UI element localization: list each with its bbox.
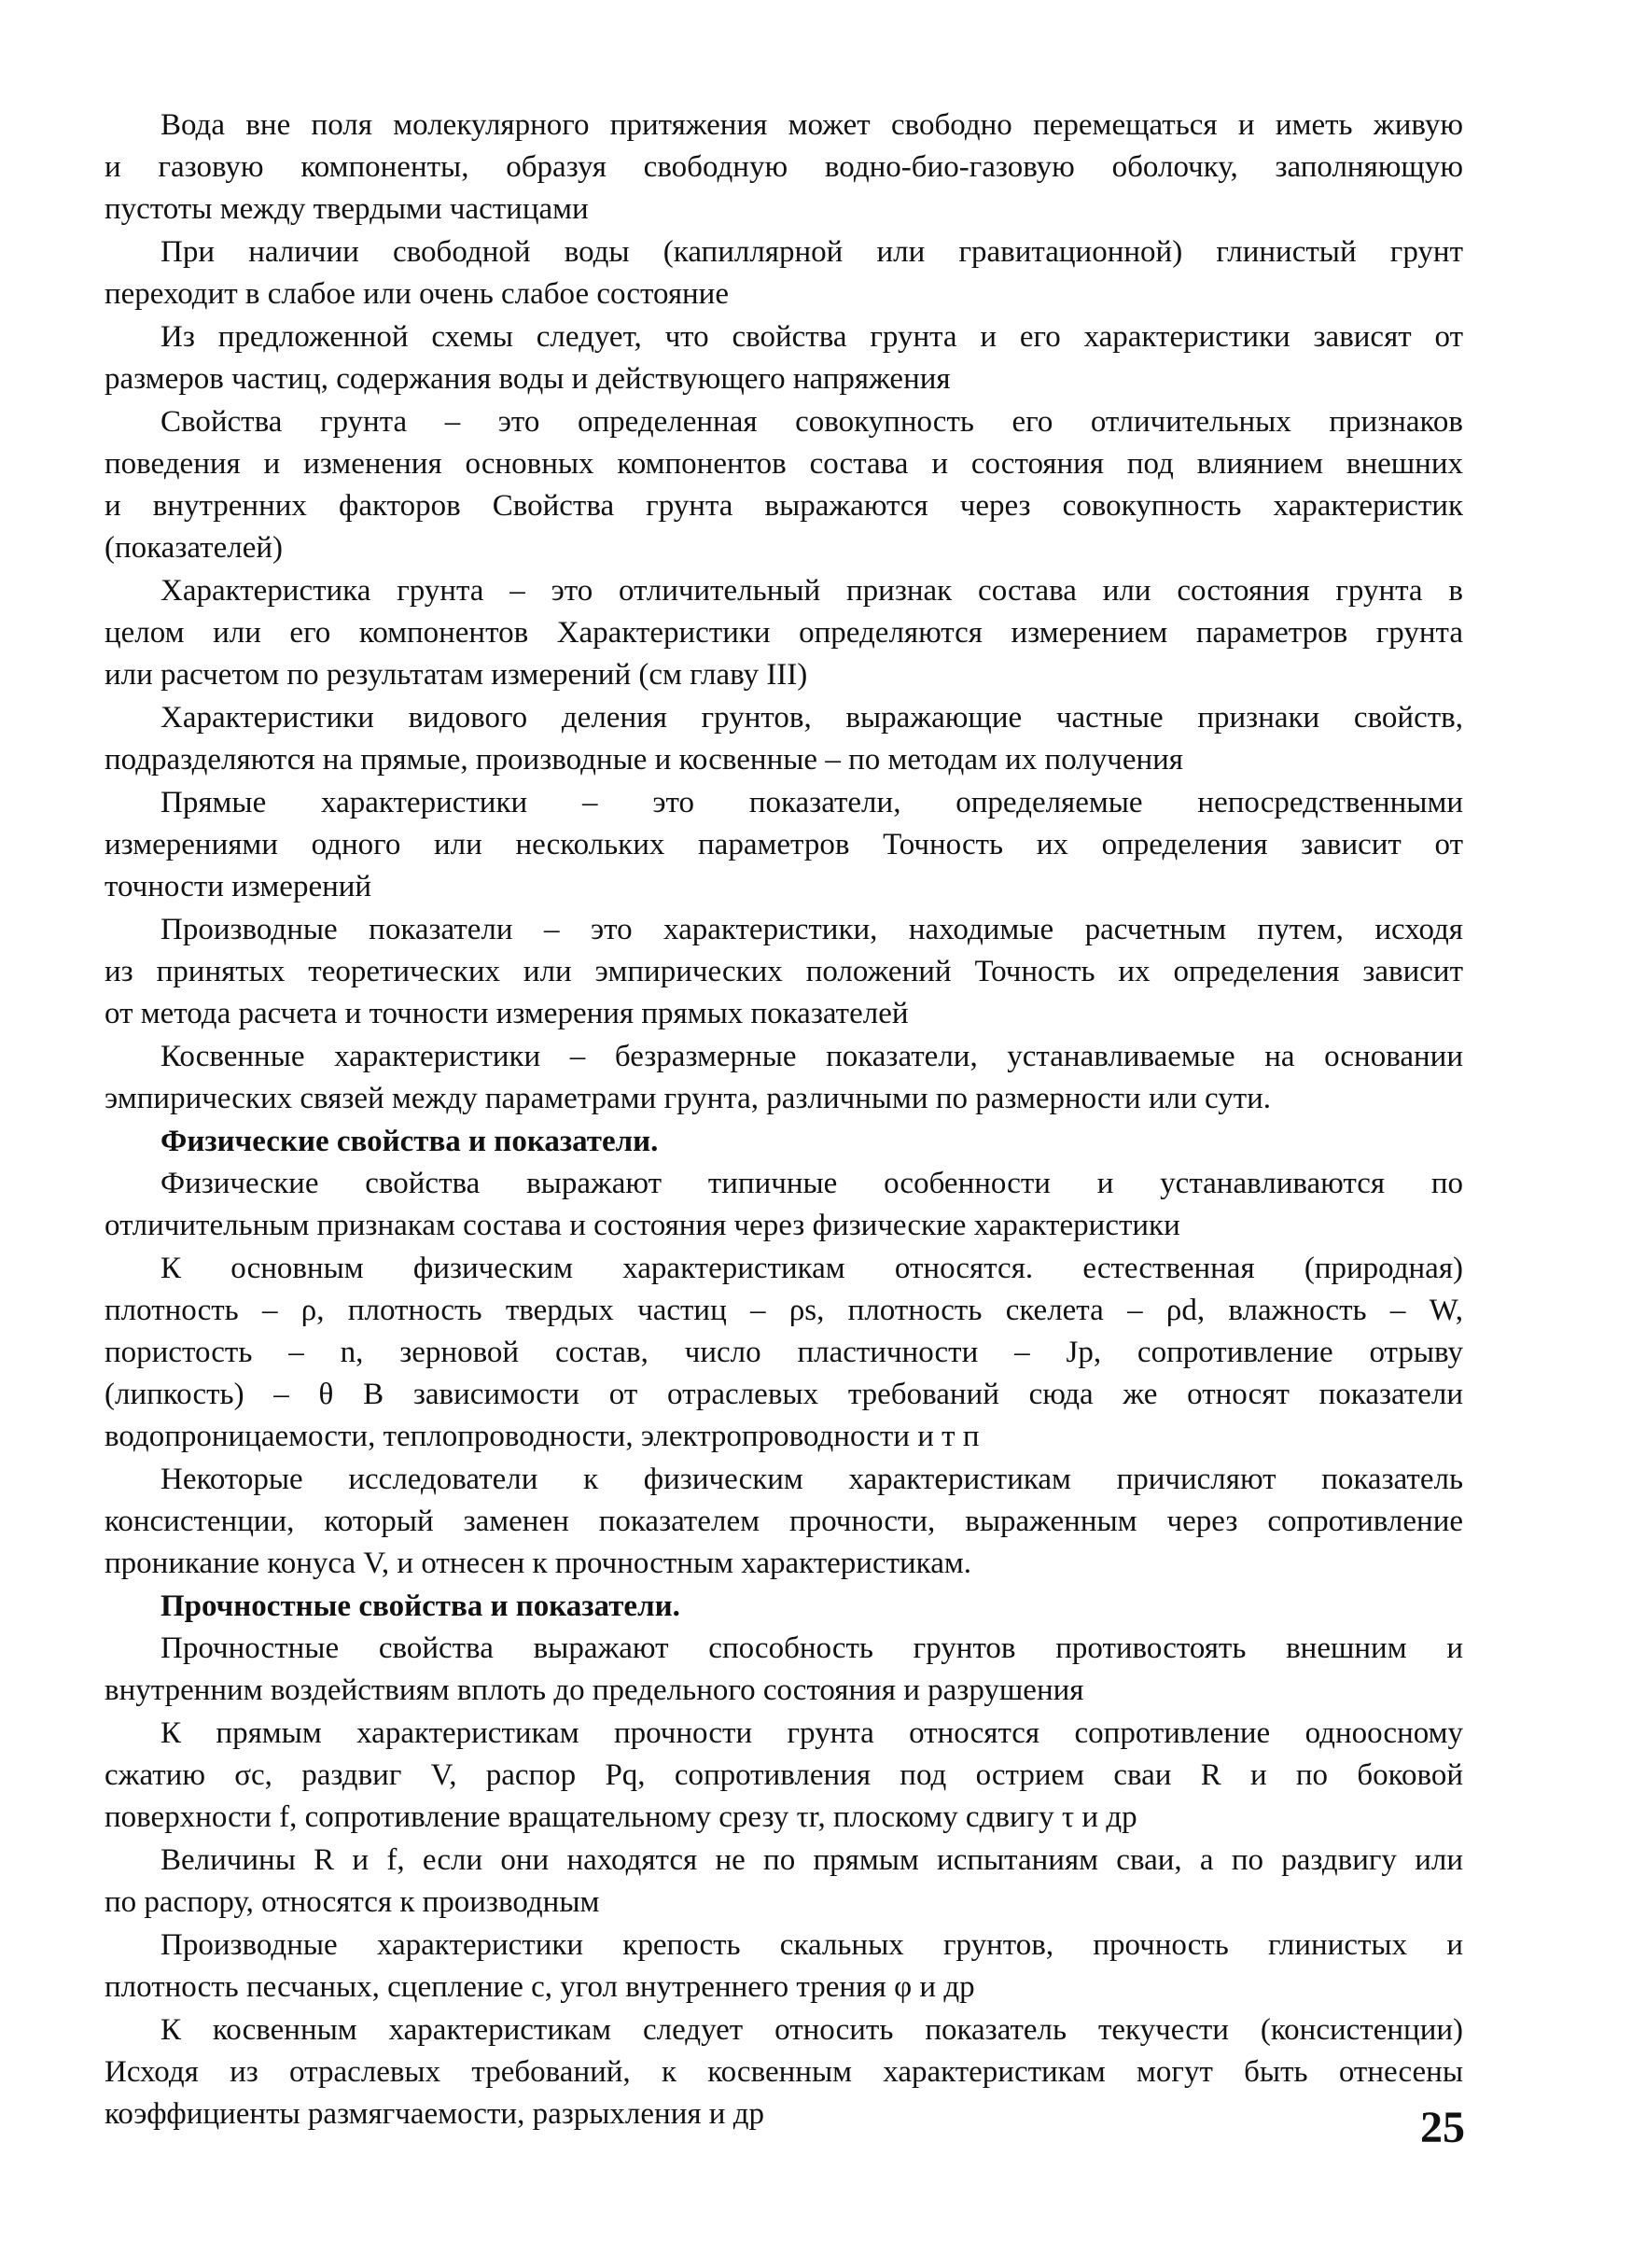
text-line: внутренним воздействиям вплоть до предельного состояния и разрушения [105, 1673, 1084, 1707]
section-heading [105, 1121, 1463, 1163]
paragraph [105, 1628, 1463, 1712]
paragraph [105, 1248, 1463, 1458]
text-line: или расчетом по результатам измерений (см главу III) [105, 658, 808, 692]
text-line: подразделяются на прямые, производные и косвенные – по методам их получения [105, 743, 1183, 777]
text-line: и внутренних факторов Свойства грунта выражаются через совокупность характеристик [105, 489, 1463, 523]
section-heading [105, 1586, 1463, 1628]
page-number: 25 [1420, 2103, 1465, 2152]
paragraph [105, 316, 1463, 400]
paragraph [105, 782, 1463, 908]
text-line: Прочностные свойства и показатели. [160, 1589, 680, 1623]
text-line: При наличии свободной воды (капиллярной или гравитационной) глинистый грунт [160, 235, 1463, 269]
text-line: измерениями одного или нескольких параметров Точность их определения зависит от [105, 828, 1463, 861]
paragraph [105, 1459, 1463, 1585]
text-line: Производные характеристики крепость скальных грунтов, прочность глинистых и [160, 1928, 1463, 1962]
text-line: Некоторые исследователи к физическим характеристикам причисляют показатель [160, 1463, 1463, 1496]
text-line: (показателей) [105, 531, 283, 565]
paragraph [105, 231, 1463, 315]
text-line: К основным физическим характеристикам относятся. естественная (природная) [160, 1252, 1463, 1285]
text-line: точности измерений [105, 870, 372, 903]
text-line: Величины R и f, если они находятся не по прямым испытаниям сваи, а по раздвигу или [160, 1843, 1463, 1877]
text-line: Свойства грунта – это определенная совокупность его отличительных признаков [160, 405, 1463, 439]
paragraph [105, 1163, 1463, 1247]
text-line: проникание конуса V, и отнесен к прочностным характеристикам. [105, 1547, 971, 1580]
paragraph [105, 1840, 1463, 1924]
page-body [105, 105, 1463, 2136]
text-line: целом или его компонентов Характеристики определяются измерением параметров грунта [105, 616, 1463, 650]
text-line: (липкость) – θ В зависимости от отраслевых требований сюда же относят показатели [105, 1378, 1463, 1411]
text-line: отличительным признакам состава и состояния через физические характеристики [105, 1209, 1180, 1242]
text-line: коэффициенты размягчаемости, разрыхления и др [105, 2097, 764, 2131]
text-line: из принятых теоретических или эмпирических положений Точность их определения зависит [105, 955, 1463, 988]
text-line: Физические свойства и показатели. [160, 1125, 659, 1158]
paragraph [105, 105, 1463, 231]
text-line: от метода расчета и точности измерения прямых показателей [105, 997, 909, 1030]
text-line: К косвенным характеристикам следует относить показатель текучести (консистенции) [160, 2013, 1463, 2047]
text-line: Прямые характеристики – это показатели, определяемые непосредственными [160, 786, 1463, 819]
paragraph [105, 2009, 1463, 2135]
text-line: сжатию σc, раздвиг V, распор Pq, сопротивления под острием сваи R и по боковой [105, 1758, 1463, 1792]
text-line: Прочностные свойства выражают способность грунтов противостоять внешним и [160, 1631, 1463, 1665]
text-line: пористость – n, зерновой состав, число пластичности – Jp, сопротивление отрыву [105, 1336, 1463, 1369]
text-line: поведения и изменения основных компонентов состава и состояния под влиянием внешних [105, 447, 1463, 481]
text-line: размеров частиц, содержания воды и действующего напряжения [105, 362, 951, 396]
text-line: переходит в слабое или очень слабое состояние [105, 277, 729, 311]
text-line: Исходя из отраслевых требований, к косвенным характеристикам могут быть отнесены [105, 2055, 1463, 2089]
text-line: водопроницаемости, теплопроводности, электропроводности и т п [105, 1420, 980, 1453]
text-line: и газовую компоненты, образуя свободную водно-био-газовую оболочку, заполняющую [105, 150, 1463, 184]
text-line: Физические свойства выражают типичные особенности и устанавливаются по [160, 1167, 1463, 1200]
text-line: Из предложенной схемы следует, что свойства грунта и его характеристики зависят от [160, 320, 1463, 354]
text-line: пустоты между твердыми частицами [105, 192, 589, 226]
text-line: Характеристики видового деления грунтов, выражающие частные признаки свойств, [160, 701, 1463, 735]
text-line: консистенции, который заменен показателем прочности, выраженным через сопротивление [105, 1505, 1463, 1538]
paragraph [105, 697, 1463, 781]
paragraph [105, 909, 1463, 1035]
paragraph [105, 570, 1463, 696]
paragraph [105, 1925, 1463, 2009]
paragraph [105, 1036, 1463, 1120]
text-line: Характеристика грунта – это отличительный признак состава или состояния грунта в [160, 574, 1463, 608]
text-line: Косвенные характеристики – безразмерные показатели, устанавливаемые на основании [160, 1040, 1463, 1073]
paragraph [105, 1713, 1463, 1839]
text-line: Производные показатели – это характеристики, находимые расчетным путем, исходя [160, 913, 1463, 946]
text-line: эмпирических связей между параметрами грунта, различными по размерности или сути. [105, 1082, 1272, 1115]
text-line: К прямым характеристикам прочности грунта относятся сопротивление одноосному [160, 1716, 1463, 1750]
text-line: Вода вне поля молекулярного притяжения может свободно перемещаться и иметь живую [160, 108, 1463, 142]
paragraph [105, 401, 1463, 569]
text-line: плотность песчаных, сцепление c, угол внутреннего трения φ и др [105, 1970, 975, 2004]
text-line: по распору, относятся к производным [105, 1885, 600, 1919]
text-line: плотность – ρ, плотность твердых частиц – ρs, плотность скелета – ρd, влажность – W, [105, 1294, 1463, 1327]
text-line: поверхности f, сопротивление вращательному срезу τr, плоскому сдвигу τ и др [105, 1800, 1137, 1834]
